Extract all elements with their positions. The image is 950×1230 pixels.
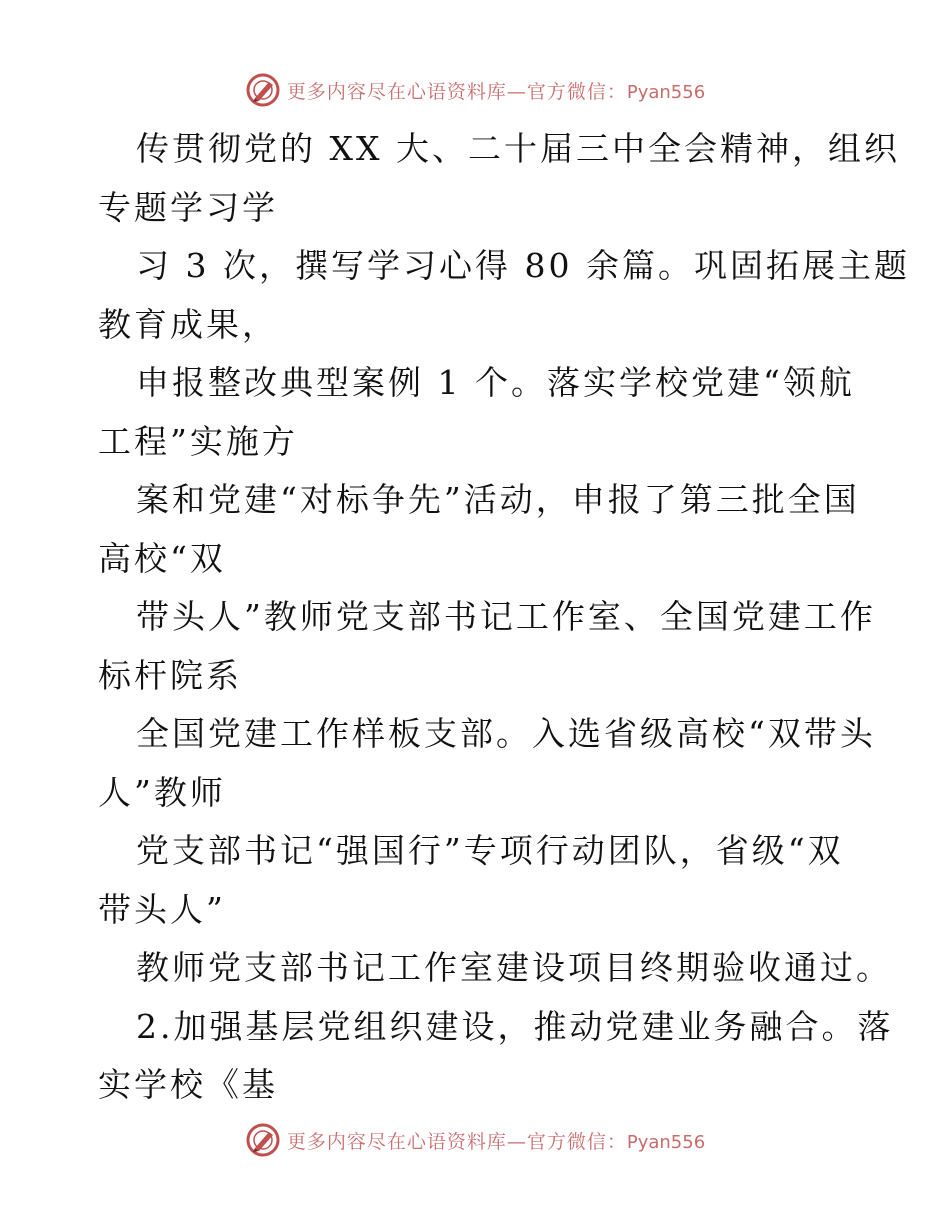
wechat-id: Pyan556 xyxy=(626,81,706,103)
document-body xyxy=(98,120,910,1115)
text-line: 习 3 次，撰写学习心得 80 余篇。巩固拓展主题 xyxy=(136,246,910,285)
pen-logo-icon xyxy=(245,1122,281,1158)
text-line: 案和党建“对标争先”活动，申报了第三批全国 xyxy=(136,480,860,519)
text-line: 工程”实施方 xyxy=(98,421,298,461)
text-line: 实学校《基 xyxy=(98,1065,278,1104)
text-line: 教师党支部书记工作室建设项目终期验收通过。 xyxy=(136,948,892,987)
text-line: 标杆院系 xyxy=(98,655,242,695)
text-line: 专题学习学 xyxy=(98,187,278,227)
text-line: 申报整改典型案例 1 个。落实学校党建“领航 xyxy=(136,363,855,402)
banner-text: 更多内容尽在心语资料库—官方微信：Pyan556 xyxy=(286,80,706,103)
text-line: 全国党建工作样板支部。入选省级高校“双带头 xyxy=(136,714,876,753)
text-line: 传贯彻党的 XX 大、二十届三中全会精神，组织 xyxy=(136,129,900,168)
wechat-id: Pyan556 xyxy=(626,1131,706,1153)
text-line: 人”教师 xyxy=(98,772,226,812)
pen-logo-icon xyxy=(245,72,281,108)
text-line: 带头人”教师党支部书记工作室、全国党建工作 xyxy=(136,597,876,636)
text-line: 党支部书记“强国行”专项行动团队，省级“双 xyxy=(136,831,844,870)
text-line: 2.加强基层党组织建设，推动党建业务融合。落 xyxy=(136,1006,894,1046)
footer-banner xyxy=(0,1120,950,1160)
header-banner xyxy=(0,70,950,110)
text-line: 高校“双 xyxy=(98,538,226,578)
text-line: 教育成果， xyxy=(98,304,278,344)
text-line: 带头人” xyxy=(98,889,226,929)
banner-text: 更多内容尽在心语资料库—官方微信：Pyan556 xyxy=(286,1130,706,1153)
